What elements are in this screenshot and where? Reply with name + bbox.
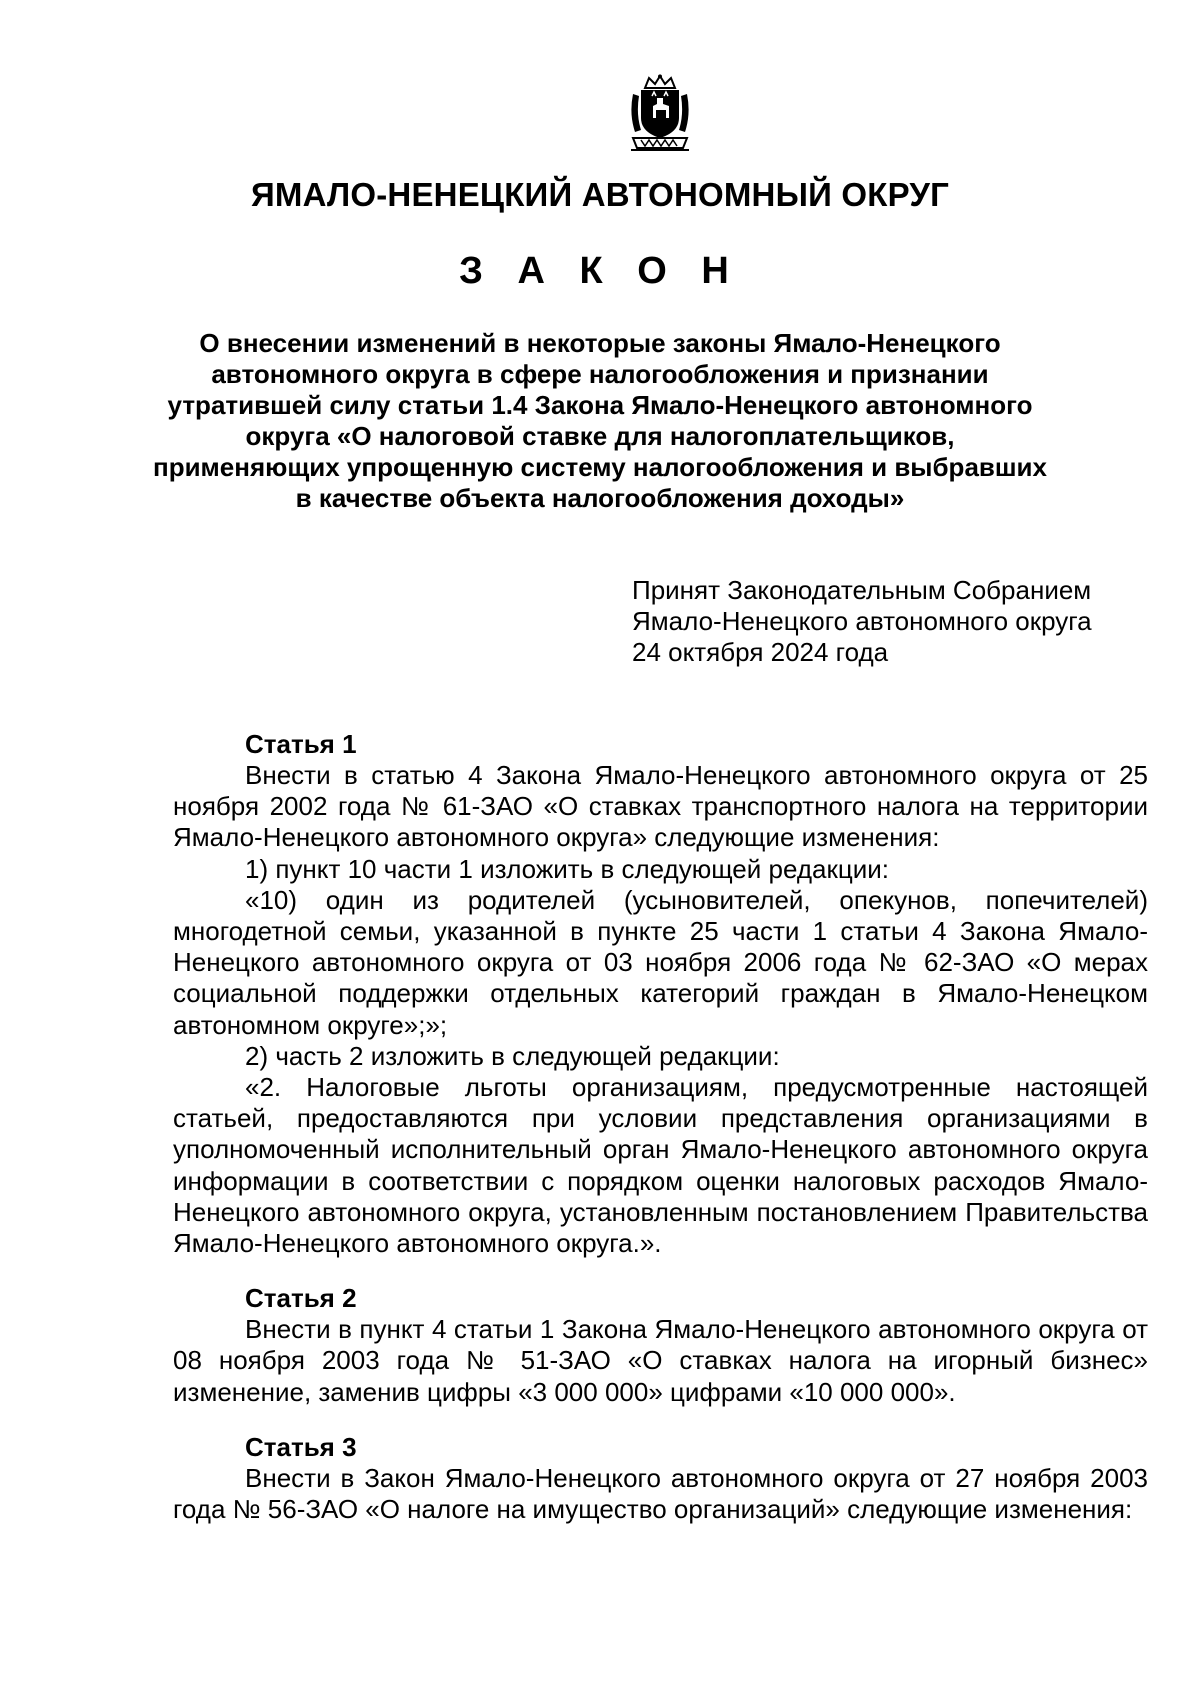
adoption-line-1: Принят Законодательным Собранием [632,575,1092,605]
article-paragraph: Внести в пункт 4 статьи 1 Закона Ямало-Ненецкого автономного округа от 08 ноября 2003 года № 51-ЗАО «О ставках налога на игорный бизнес» изменение, заменив цифры «3 000 000» цифрами «10 000 000». [173,1314,1148,1407]
article-paragraph: Внести в статью 4 Закона Ямало-Ненецкого автономного округа от 25 ноября 2002 года № 61-ЗАО «О ставках транспортного налога на территории Ямало-Ненецкого автономного округа» следующие изменения: [173,760,1148,853]
law-title: О внесении изменений в некоторые законы Ямало-Ненецкого автономного округа в сфере налогообложения и признании утратившей силу статьи 1.4 Закона Ямало-Ненецкого автономного округа «О налоговой ставке для налогоплательщиков, применяющих упрощенную систему налогообложения и выбравших в качестве объекта налогообложения доходы» [152,328,1048,513]
article-paragraph: «10) один из родителей (усыновителей, опекунов, попечителей) многодетной семьи, указанной в пункте 25 части 1 статьи 4 Закона Ямало-Ненецкого автономного округа от 03 ноября 2006 года № 62-ЗАО «О мерах социальной поддержки отдельных категорий граждан в Ямало-Ненецком автономном округе»;»; [173,884,1148,1040]
article-3 [173,1432,1148,1525]
article-2 [173,1283,1148,1408]
article-paragraph: «2. Налоговые льготы организациям, предусмотренные настоящей статьей, предоставляются при условии представления организациями в уполномоченный исполнительный орган Ямало-Ненецкого автономного округа информации в соответствии с порядком оценки налоговых расходов Ямало-Ненецкого автономного округа, установленным постановлением Правительства Ямало-Ненецкого автономного округа.». [173,1072,1148,1259]
article-paragraph: 2) часть 2 изложить в следующей редакции: [245,1040,780,1071]
article-heading: Статья 2 [245,1283,357,1314]
article-paragraph: Внести в Закон Ямало-Ненецкого автономного округа от 27 ноября 2003 года № 56-ЗАО «О налоге на имущество организаций» следующие изменения: [173,1462,1148,1525]
adoption-note [632,575,1092,668]
article-1 [173,729,1148,1259]
document-type: З А К О Н [459,250,741,292]
adoption-line-2: Ямало-Ненецкого автономного округа [632,606,1092,636]
adoption-date: 24 октября 2024 года [632,637,889,667]
articles-section [173,729,1148,1549]
article-heading: Статья 3 [245,1431,357,1462]
article-heading: Статья 1 [245,729,357,759]
yamal-nenets-coat-of-arms-icon [627,74,693,154]
region-title: ЯМАЛО-НЕНЕЦКИЙ АВТОНОМНЫЙ ОКРУГ [250,176,950,213]
article-paragraph: 1) пункт 10 части 1 изложить в следующей редакции: [245,853,890,884]
